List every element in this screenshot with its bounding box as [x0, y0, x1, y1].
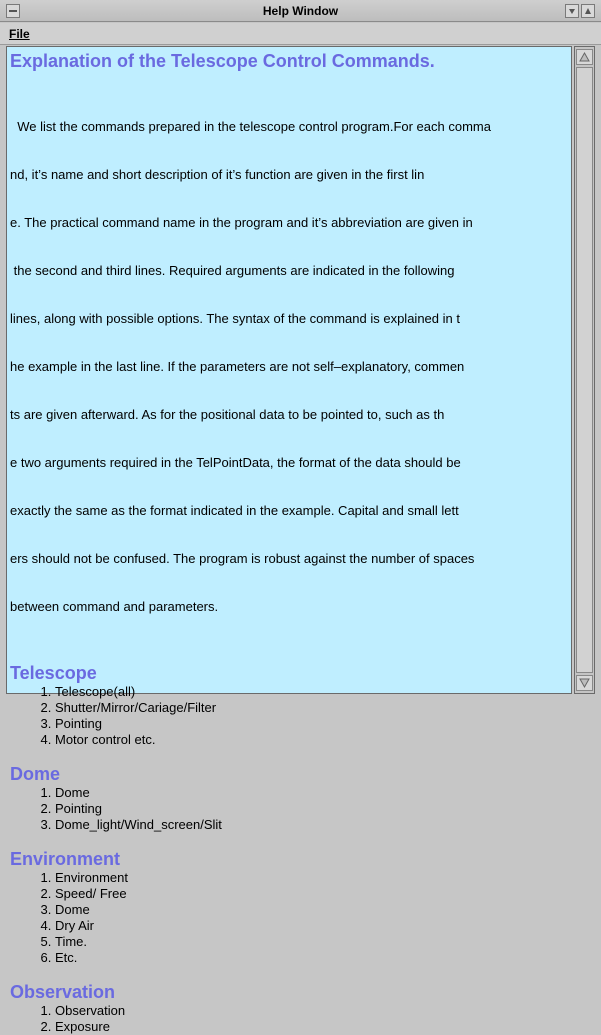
section-environment-title: Environment [10, 849, 121, 869]
minimize-button[interactable] [565, 4, 579, 18]
intro-line: nd, it’s name and short description of it’s function are given in the first lin [10, 167, 425, 182]
intro-line: ts are given afterward. As for the positional data to be pointed to, such as th [10, 407, 445, 422]
section-dome-title: Dome [10, 764, 61, 784]
list-item: 5. Time. [55, 934, 566, 950]
vertical-scrollbar[interactable] [574, 46, 595, 694]
list-item: 6. Etc. [55, 950, 566, 966]
scroll-down-button[interactable] [576, 675, 593, 691]
list-item: 2. Exposure [55, 1019, 566, 1035]
intro-paragraph [10, 87, 566, 647]
window-title: Help Window [262, 4, 339, 18]
list-item: 4. Dry Air [55, 918, 566, 934]
section-observation-list [10, 1003, 566, 1035]
help-document [10, 50, 566, 1035]
maximize-icon [583, 6, 593, 16]
minimize-icon [567, 6, 577, 16]
section-dome-list [10, 785, 566, 833]
list-item: 3. Pointing [55, 716, 566, 732]
list-item: 1. Telescope(all) [55, 684, 566, 700]
maximize-button[interactable] [581, 4, 595, 18]
intro-line: lines, along with possible options. The syntax of the command is explained in t [10, 311, 460, 326]
menu-bar [0, 23, 601, 45]
arrow-down-icon [577, 676, 592, 690]
list-item: 1. Dome [55, 785, 566, 801]
scrollbar-thumb[interactable] [576, 67, 593, 673]
arrow-up-icon [577, 50, 592, 64]
page-title: Explanation of the Telescope Control Commands. [10, 51, 435, 71]
section-telescope-list [10, 684, 566, 748]
intro-line: between command and parameters. [10, 599, 219, 614]
intro-line: he example in the last line. If the parameters are not self–explanatory, commen [10, 359, 465, 374]
list-item: 2. Shutter/Mirror/Cariage/Filter [55, 700, 566, 716]
intro-line: We list the commands prepared in the telescope control program.For each comma [10, 119, 491, 134]
intro-line: ers should not be confused. The program is robust against the number of spaces [10, 551, 475, 566]
intro-line: exactly the same as the format indicated in the example. Capital and small lett [10, 503, 459, 518]
help-content-area [6, 46, 572, 1034]
list-item: 3. Dome [55, 902, 566, 918]
intro-line: e. The practical command name in the program and it’s abbreviation are given in [10, 215, 473, 230]
list-item: 4. Motor control etc. [55, 732, 566, 748]
file-menu[interactable]: File [9, 27, 30, 41]
section-observation-title: Observation [10, 982, 116, 1002]
list-item: 2. Speed/ Free [55, 886, 566, 902]
intro-line: the second and third lines. Required arguments are indicated in the following [10, 263, 455, 278]
list-item: 1. Environment [55, 870, 566, 886]
list-item: 2. Pointing [55, 801, 566, 817]
section-environment-list [10, 870, 566, 966]
title-bar[interactable] [0, 0, 601, 22]
scroll-up-button[interactable] [576, 49, 593, 65]
section-telescope-title: Telescope [10, 663, 97, 683]
intro-line: e two arguments required in the TelPointData, the format of the data should be [10, 455, 461, 470]
list-item: 3. Dome_light/Wind_screen/Slit [55, 817, 566, 833]
list-item: 1. Observation [55, 1003, 566, 1019]
